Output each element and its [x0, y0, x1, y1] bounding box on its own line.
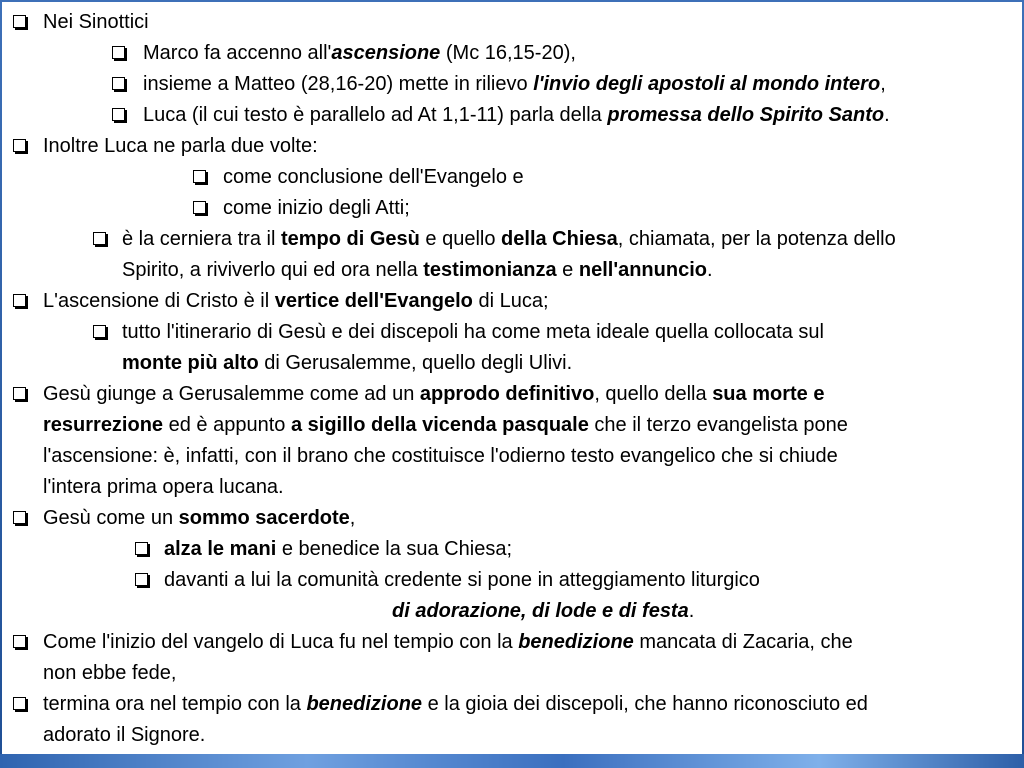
- bullet-line: Marco fa accenno all'ascensione (Mc 16,15-20),: [2, 38, 1020, 69]
- checkbox-bullet-icon: [13, 697, 26, 710]
- checkbox-bullet-icon: [93, 232, 106, 245]
- text-line: non ebbe fede,: [43, 662, 177, 684]
- bullet-line: Nei Sinottici: [2, 7, 1020, 38]
- bullet-line: Gesù come un sommo sacerdote,: [2, 503, 1020, 534]
- checkbox-bullet-icon: [13, 139, 26, 152]
- text-line: monte più alto di Gerusalemme, quello degli Ulivi.: [122, 352, 573, 374]
- bullet-line: Come l'inizio del vangelo di Luca fu nel tempio con la benedizione mancata di Zacaria, che: [2, 627, 1020, 658]
- bullet-line: insieme a Matteo (28,16-20) mette in rilievo l'invio degli apostoli al mondo intero,: [2, 69, 1020, 100]
- bullet-line: Luca (il cui testo è parallelo ad At 1,1-11) parla della promessa dello Spirito Santo.: [2, 100, 1020, 131]
- text-line: resurrezione ed è appunto a sigillo della vicenda pasquale che il terzo evangelista pone: [43, 414, 848, 436]
- bullet-line: Inoltre Luca ne parla due volte:: [2, 131, 1020, 162]
- checkbox-bullet-icon: [93, 325, 106, 338]
- slide-content: [2, 2, 1022, 754]
- checkbox-bullet-icon: [112, 108, 125, 121]
- checkbox-bullet-icon: [13, 635, 26, 648]
- checkbox-bullet-icon: [135, 573, 148, 586]
- checkbox-bullet-icon: [13, 511, 26, 524]
- bullet-line: come conclusione dell'Evangelo e: [2, 162, 1020, 193]
- checkbox-bullet-icon: [112, 46, 125, 59]
- bullet-line: L'ascensione di Cristo è il vertice dell'Evangelo di Luca;: [2, 286, 1020, 317]
- bullet-line: tutto l'itinerario di Gesù e dei discepoli ha come meta ideale quella collocata sul: [2, 317, 1020, 348]
- bullet-line: Gesù giunge a Gerusalemme come ad un approdo definitivo, quello della sua morte e: [2, 379, 1020, 410]
- checkbox-bullet-icon: [13, 387, 26, 400]
- bullet-line: alza le mani e benedice la sua Chiesa;: [2, 534, 1020, 565]
- slide-bottom-band: [0, 754, 1024, 768]
- bullet-line: è la cerniera tra il tempo di Gesù e quello della Chiesa, chiamata, per la potenza dello: [2, 224, 1020, 255]
- text-line: di adorazione, di lode e di festa.: [392, 600, 695, 622]
- checkbox-bullet-icon: [13, 15, 26, 28]
- checkbox-bullet-icon: [193, 201, 206, 214]
- bullet-line: come inizio degli Atti;: [2, 193, 1020, 224]
- checkbox-bullet-icon: [193, 170, 206, 183]
- checkbox-bullet-icon: [112, 77, 125, 90]
- checkbox-bullet-icon: [135, 542, 148, 555]
- checkbox-bullet-icon: [13, 294, 26, 307]
- text-line: l'intera prima opera lucana.: [43, 476, 284, 498]
- text-line: l'ascensione: è, infatti, con il brano che costituisce l'odierno testo evangelico che si chiude: [43, 445, 838, 467]
- bullet-line: termina ora nel tempio con la benedizione e la gioia dei discepoli, che hanno riconosciuto ed: [2, 689, 1020, 720]
- text-line: adorato il Signore.: [43, 724, 206, 746]
- bullet-line: davanti a lui la comunità credente si pone in atteggiamento liturgico: [2, 565, 1020, 596]
- text-line: Spirito, a riviverlo qui ed ora nella testimonianza e nell'annuncio.: [122, 259, 713, 281]
